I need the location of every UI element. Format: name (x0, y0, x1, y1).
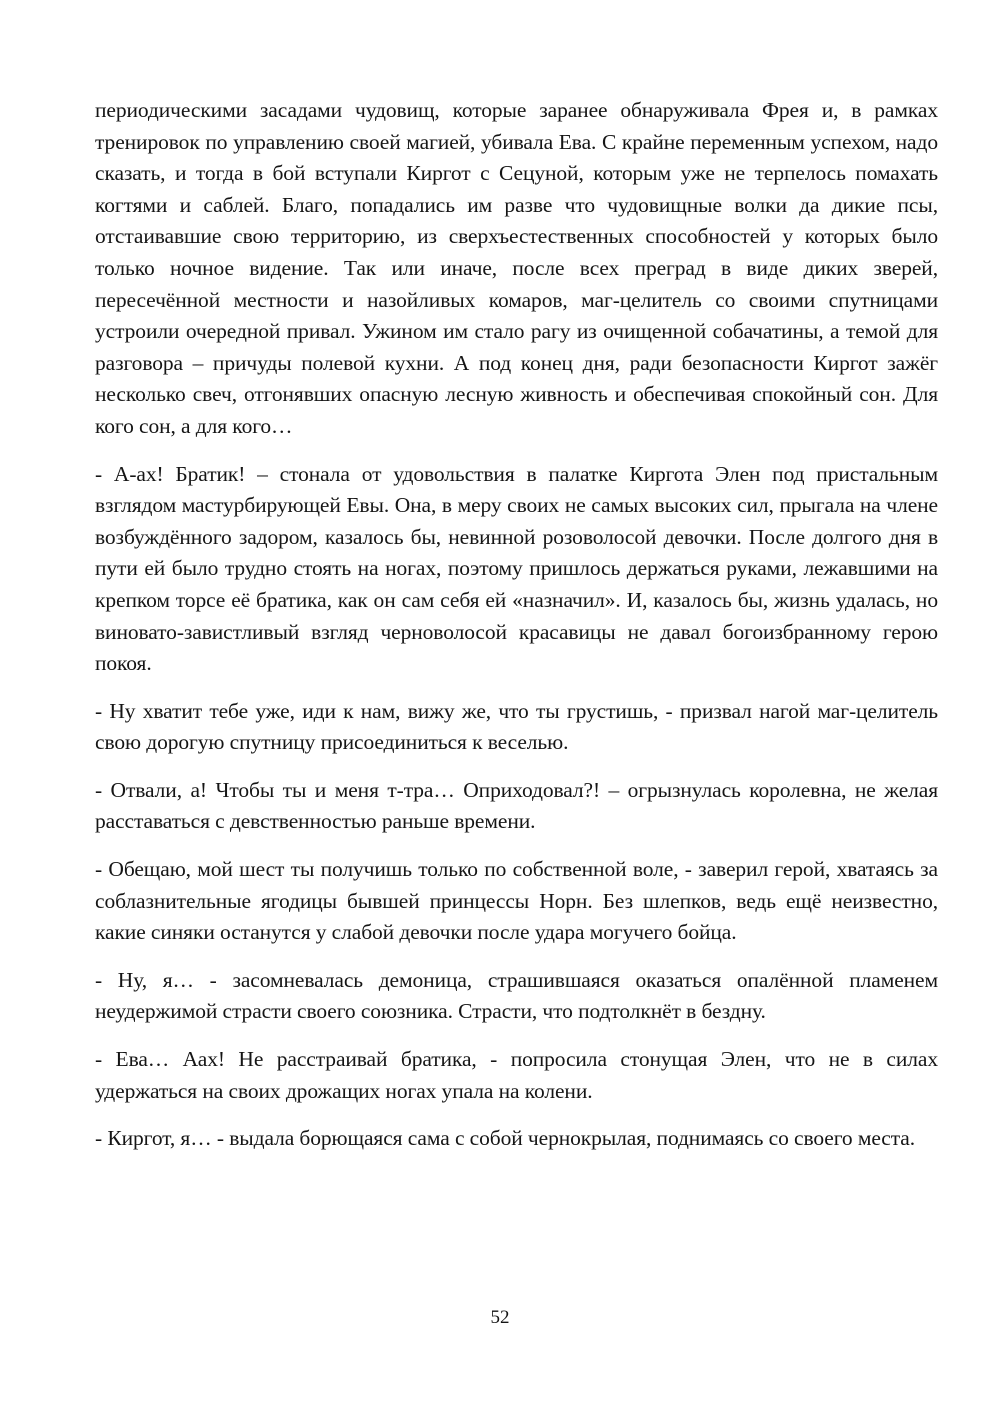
page-number: 52 (490, 1307, 510, 1328)
paragraph-4-dialogue: - Отвали, а! Чтобы ты и меня т-тра… Оприходовал?! – огрызнулась королевна, не желая расставаться с девственностью раньше времени. (95, 777, 938, 834)
paragraph-6-dialogue: - Ну, я… - засомневалась демоница, страшившаяся оказаться опалённой пламенем неудержимой страсти своего союзника. Страсти, что подтолкнёт в бездну. (95, 967, 938, 1024)
paragraph-7-dialogue: - Ева… Аах! Не расстраивай братика, - попросила стонущая Элен, что не в силах удержаться на своих дрожащих ногах упала на колени. (95, 1047, 938, 1103)
text-block (95, 95, 938, 1171)
paragraph-1: периодическими засадами чудовищ, которые заранее обнаруживала Фрея и, в рамках тренировок по управлению своей магией, убивала Ева. С крайне переменным успехом, надо сказать, и тогда в бой вступали Киргот с Сецуной, которым уже не терпелось помахать когтями и саблей. Благо, попадались им разве что чудовищные волки да дикие псы, отстаивавшие свою территорию, из сверхъестественных способностей у которых было только ночное видение. Так или иначе, после всех преград в виде диких зверей, пересечённой местности и назойливых комаров, маг-целитель со своими спутницами устроили очередной привал. Ужином им стало рагу из очищенной собачатины, а темой для разговора – причуды полевой кухни. А под конец дня, ради безопасности Киргот зажёг несколько свеч, отгонявших опасную лесную живность и обеспечивая спокойный сон. Для кого сон, а для кого… (95, 98, 938, 438)
paragraph-2: - А-ах! Братик! – стонала от удовольствия в палатке Киргота Элен под пристальным взглядом мастурбирующей Евы. Она, в меру своих не самых высоких сил, прыгала на члене возбуждённого задором, казалось бы, невинной розоволосой девочки. После долгого дня в пути ей было трудно стоять на ногах, поэтому пришлось держаться руками, лежавшими на крепком торсе её братика, как он сам себя ей «назначил». И, казалось бы, жизнь удалась, но виновато-завистливый взгляд черноволосой красавицы не давал богоизбранному герою покоя. (95, 461, 938, 676)
paragraph-3-dialogue: - Ну хватит тебе уже, иди к нам, вижу же, что ты грустишь, - призвал нагой маг-целитель свою дорогую спутницу присоединиться к веселью. (95, 698, 938, 755)
paragraph-5-dialogue: - Обещаю, мой шест ты получишь только по собственной воле, - заверил герой, хватаясь за соблазнительные ягодицы бывшей принцессы Норн. Без шлепков, ведь ещё неизвестно, какие синяки останутся у слабой девочки после удара могучего бойца. (95, 857, 938, 945)
paragraph-8-dialogue: - Киргот, я… - выдала борющаяся сама с собой чернокрылая, поднимаясь со своего места. (95, 1126, 916, 1151)
